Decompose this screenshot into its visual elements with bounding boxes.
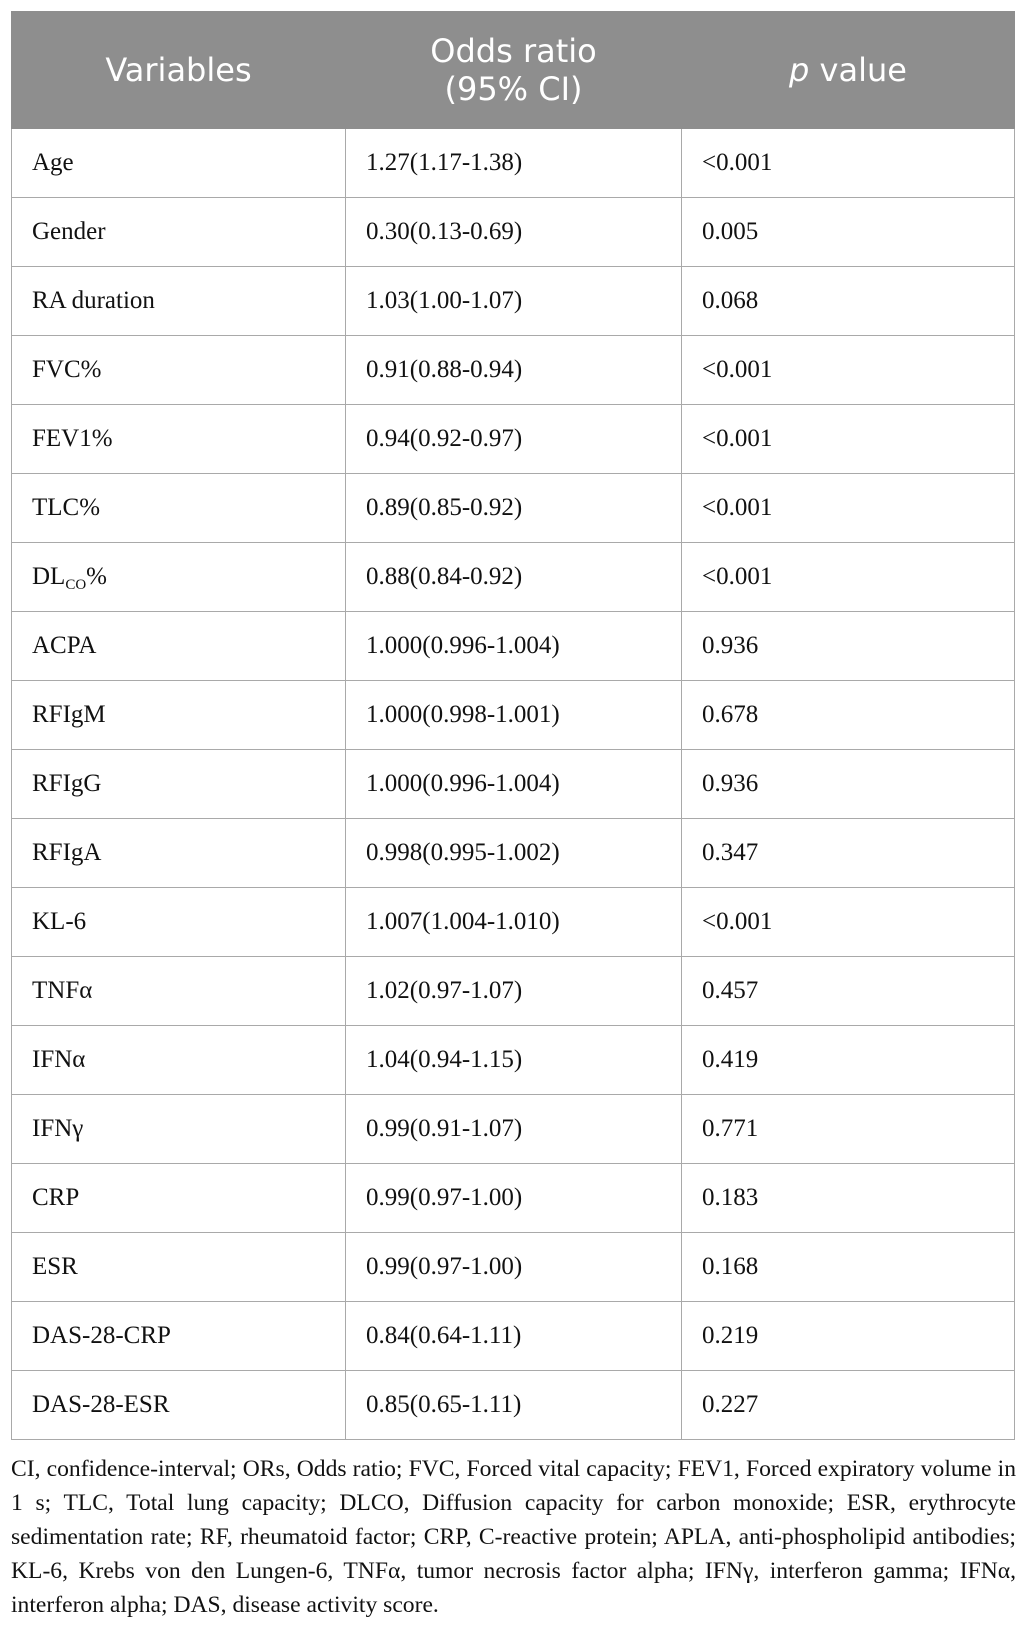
cell-odds-ratio: 1.04(0.94-1.15)	[346, 1026, 682, 1095]
header-variables	[12, 12, 346, 129]
variable-name: IFNα	[32, 1046, 86, 1073]
cell-variable	[12, 129, 346, 198]
cell-p-value: 0.005	[682, 198, 1015, 267]
cell-variable	[12, 1026, 346, 1095]
cell-variable	[12, 750, 346, 819]
cell-odds-ratio: 0.99(0.91-1.07)	[346, 1095, 682, 1164]
variable-name: ACPA	[32, 632, 97, 659]
cell-variable	[12, 198, 346, 267]
table-row	[12, 1095, 1015, 1164]
table-row	[12, 819, 1015, 888]
table-row	[12, 750, 1015, 819]
cell-p-value: 0.936	[682, 612, 1015, 681]
cell-odds-ratio: 1.27(1.17-1.38)	[346, 129, 682, 198]
table-body	[12, 129, 1015, 1440]
table-row	[12, 1371, 1015, 1440]
variable-name: RFIgM	[32, 701, 106, 728]
variable-name: CRP	[32, 1184, 80, 1211]
cell-odds-ratio: 0.94(0.92-0.97)	[346, 405, 682, 474]
cell-p-value: 0.227	[682, 1371, 1015, 1440]
variable-name: FVC%	[32, 356, 102, 383]
cell-variable	[12, 543, 346, 612]
table-row	[12, 543, 1015, 612]
cell-p-value: 0.219	[682, 1302, 1015, 1371]
cell-p-value: 0.457	[682, 957, 1015, 1026]
variable-name: TNFα	[32, 977, 93, 1004]
cell-p-value: 0.419	[682, 1026, 1015, 1095]
cell-variable	[12, 474, 346, 543]
cell-odds-ratio: 1.03(1.00-1.07)	[346, 267, 682, 336]
header-p-italic: p	[789, 51, 810, 89]
cell-variable	[12, 1164, 346, 1233]
variable-name: DAS-28-ESR	[32, 1391, 170, 1418]
table-row	[12, 888, 1015, 957]
odds-ratio-table	[11, 11, 1015, 1440]
variable-name: KL-6	[32, 908, 87, 935]
table-footnote: CI, confidence-interval; ORs, Odds ratio; FVC, Forced vital capacity; FEV1, Forced expiratory volume in 1 s; TLC, Total lung capacity; DLCO, Diffusion capacity for carbon monoxide; ESR, erythrocyte sedimentation rate; RF, rheumatoid factor; CRP, C-reactive protein; APLA, anti-phospholipid antibodies; KL-6, Krebs von den Lungen-6, TNFα, tumor necrosis factor alpha; IFNγ, interferon gamma; IFNα, interferon alpha; DAS, disease activity score.	[11, 1456, 1016, 1618]
header-odds-ratio-line2: (95% CI)	[444, 70, 583, 108]
variable-name: TLC%	[32, 494, 101, 521]
table-row	[12, 1164, 1015, 1233]
table-row	[12, 1302, 1015, 1371]
variable-name: IFNγ	[32, 1115, 84, 1142]
cell-odds-ratio: 1.02(0.97-1.07)	[346, 957, 682, 1026]
cell-odds-ratio: 1.000(0.996-1.004)	[346, 750, 682, 819]
header-odds-ratio	[346, 12, 682, 129]
cell-p-value: 0.678	[682, 681, 1015, 750]
table-row	[12, 957, 1015, 1026]
cell-p-value: 0.936	[682, 750, 1015, 819]
table-row	[12, 198, 1015, 267]
variable-name: DAS-28-CRP	[32, 1322, 171, 1349]
cell-variable	[12, 1095, 346, 1164]
variable-subscript: CO	[65, 577, 87, 593]
cell-odds-ratio: 0.30(0.13-0.69)	[346, 198, 682, 267]
table-row	[12, 1026, 1015, 1095]
cell-odds-ratio: 0.85(0.65-1.11)	[346, 1371, 682, 1440]
variable-name: ESR	[32, 1253, 78, 1280]
header-p-value	[682, 12, 1015, 129]
variable-name: RFIgA	[32, 839, 102, 866]
table-row	[12, 681, 1015, 750]
cell-p-value: 0.183	[682, 1164, 1015, 1233]
variable-name: DL	[32, 563, 66, 590]
cell-p-value: <0.001	[682, 474, 1015, 543]
cell-variable	[12, 819, 346, 888]
header-odds-ratio-line1: Odds ratio	[430, 32, 597, 70]
cell-odds-ratio: 0.998(0.995-1.002)	[346, 819, 682, 888]
header-p-rest: value	[809, 51, 907, 89]
table-row	[12, 336, 1015, 405]
cell-variable	[12, 1233, 346, 1302]
table-row	[12, 1233, 1015, 1302]
cell-variable	[12, 1302, 346, 1371]
cell-variable	[12, 336, 346, 405]
cell-variable	[12, 957, 346, 1026]
header-variables-label: Variables	[105, 51, 252, 89]
variable-name: RFIgG	[32, 770, 102, 797]
cell-variable	[12, 888, 346, 957]
cell-p-value: <0.001	[682, 129, 1015, 198]
table-row	[12, 474, 1015, 543]
cell-p-value: <0.001	[682, 405, 1015, 474]
cell-odds-ratio: 0.89(0.85-0.92)	[346, 474, 682, 543]
cell-p-value: <0.001	[682, 888, 1015, 957]
variable-name: Age	[32, 149, 74, 176]
cell-p-value: 0.347	[682, 819, 1015, 888]
cell-variable	[12, 612, 346, 681]
cell-p-value: 0.068	[682, 267, 1015, 336]
variable-name: Gender	[32, 218, 106, 245]
cell-variable	[12, 1371, 346, 1440]
cell-odds-ratio: 1.007(1.004-1.010)	[346, 888, 682, 957]
cell-p-value: <0.001	[682, 336, 1015, 405]
variable-name: FEV1%	[32, 425, 113, 452]
cell-odds-ratio: 1.000(0.996-1.004)	[346, 612, 682, 681]
cell-variable	[12, 681, 346, 750]
cell-odds-ratio: 0.88(0.84-0.92)	[346, 543, 682, 612]
cell-odds-ratio: 1.000(0.998-1.001)	[346, 681, 682, 750]
cell-odds-ratio: 0.91(0.88-0.94)	[346, 336, 682, 405]
cell-variable	[12, 267, 346, 336]
cell-odds-ratio: 0.99(0.97-1.00)	[346, 1233, 682, 1302]
table-header-row	[12, 12, 1015, 129]
table-row	[12, 612, 1015, 681]
cell-variable	[12, 405, 346, 474]
cell-p-value: 0.771	[682, 1095, 1015, 1164]
cell-odds-ratio: 0.99(0.97-1.00)	[346, 1164, 682, 1233]
cell-odds-ratio: 0.84(0.64-1.11)	[346, 1302, 682, 1371]
table-row	[12, 405, 1015, 474]
cell-p-value: <0.001	[682, 543, 1015, 612]
variable-suffix: %	[86, 563, 107, 590]
cell-p-value: 0.168	[682, 1233, 1015, 1302]
table-row	[12, 267, 1015, 336]
variable-name: RA duration	[32, 287, 155, 314]
table-row	[12, 129, 1015, 198]
